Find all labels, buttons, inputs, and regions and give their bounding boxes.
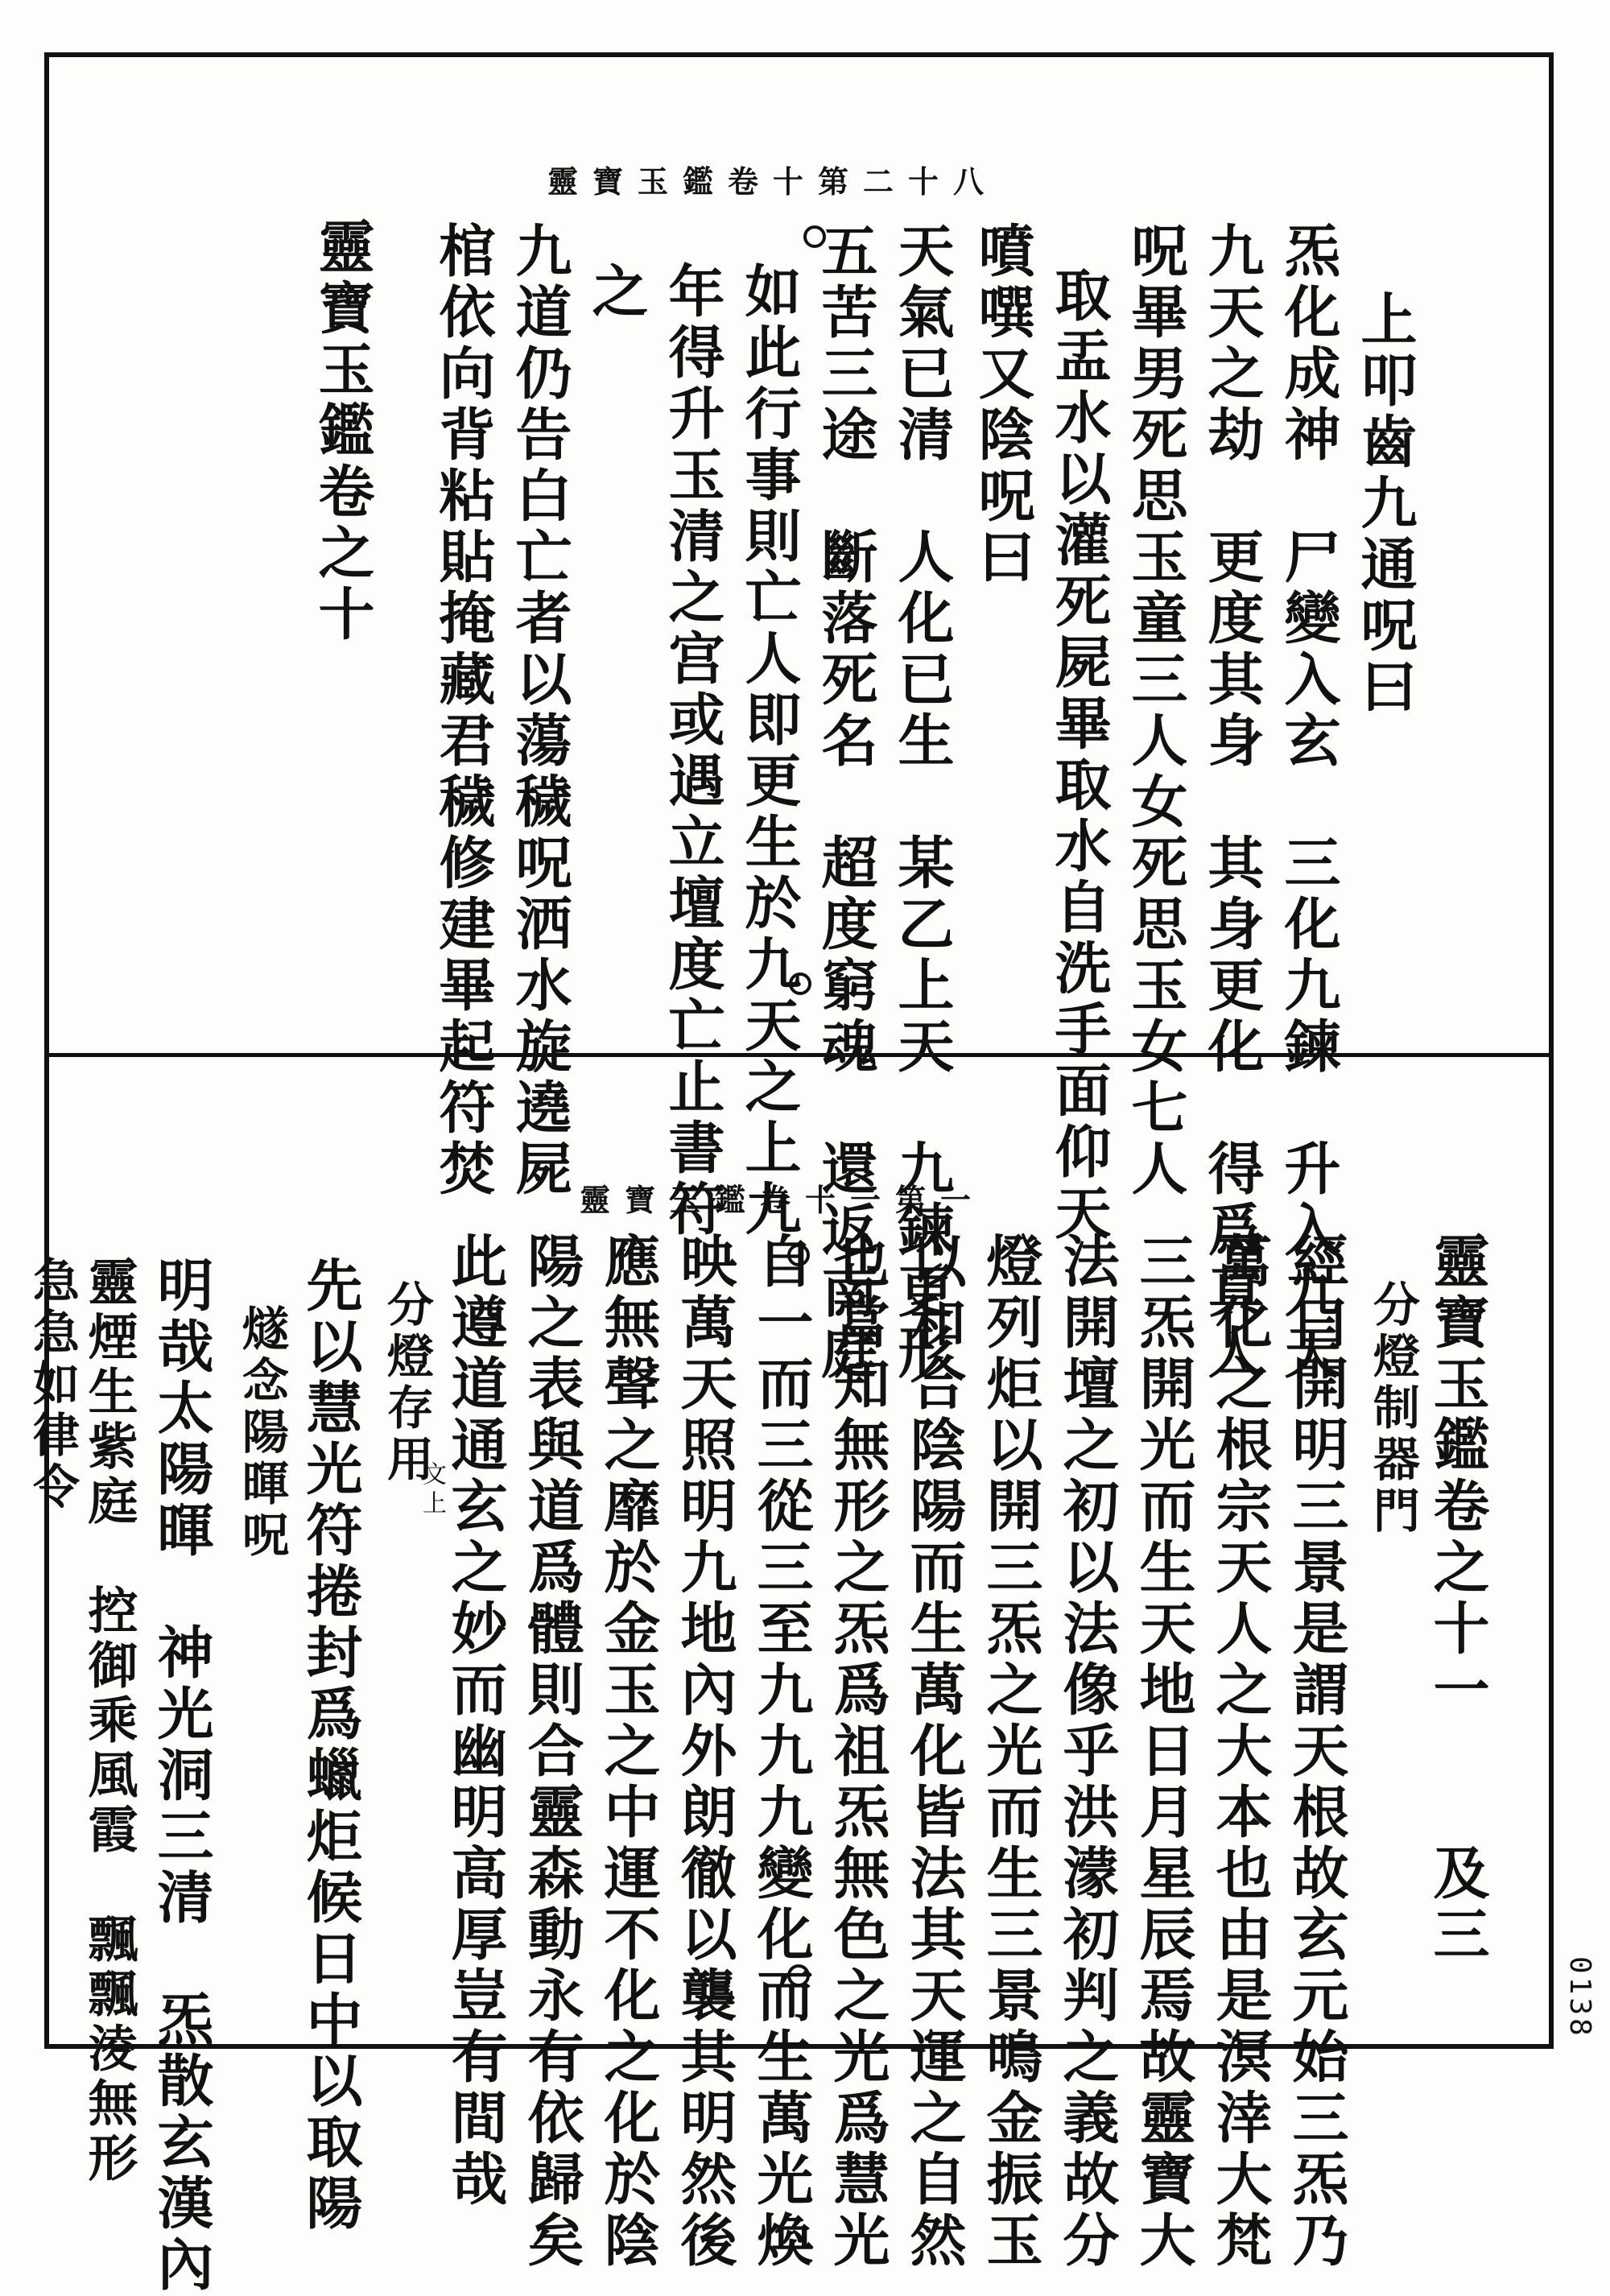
bottom-col-18: 明哉太陽暉 神光洞三清 炁散玄漢內 xyxy=(148,1256,215,2296)
top-col-5: 取盂水以灌死屍畢取水自洗手面仰天 xyxy=(1046,266,1113,1245)
top-col-7: 噴噀又陰呪曰 xyxy=(969,221,1036,588)
bottom-col-9: 也當知無形之炁爲祖炁無色之光爲慧光 xyxy=(824,1232,891,2272)
top-col-9: 五苦三途 斷落死名 超度窮魂 還返南庭 xyxy=(812,221,879,1384)
top-col-28: 棺依向背粘貼掩藏君穢修建畢起符焚 xyxy=(430,221,497,1200)
circle-mark xyxy=(803,225,826,248)
bottom-col-19: 靈煙生紫庭 控御乘風霞 飄飄淩無形 xyxy=(80,1256,138,2187)
top-col-4: 呪畢男死思玉童三人女死思玉女七人 xyxy=(1122,221,1189,1200)
top-col-11: 年得升玉清之宫或遇立壇度亡止書符 xyxy=(659,262,726,1241)
bottom-panel-header: 靈寶玉鑑卷十一第一 xyxy=(580,1182,986,1218)
bottom-col-5: 三炁開光而生天地日月星辰焉故靈寶大 xyxy=(1130,1232,1197,2272)
bottom-col-2: 分燈制器門 xyxy=(1365,1280,1420,1538)
top-col-10: 如此行事則亡人即更生於九天之上九 xyxy=(736,262,803,1241)
top-col-27: 九道仍告白亡者以蕩穢呪洒水旋遶屍 xyxy=(506,221,573,1200)
bottom-col-20: 急急如律令 xyxy=(25,1256,80,1513)
bottom-col-1: 靈寶玉鑑卷之十一 及三 xyxy=(1424,1232,1491,1966)
circle-mark xyxy=(787,1244,810,1266)
top-col-1: 上叩齒九通呪曰 xyxy=(1352,290,1418,718)
top-col-3: 九天之劫 更度其身 其身更化 得爲真人 xyxy=(1199,221,1265,1384)
bottom-col-14: 此遵道通玄之妙而幽明高厚豈有間哉 xyxy=(442,1232,509,2211)
top-col-8: 天氣已清 人化已生 某乙上天 九鍊更形 xyxy=(889,221,956,1384)
bottom-col-16: 先以慧光符捲封爲蠟炬候日中以取陽 xyxy=(297,1256,364,2235)
bottom-col-7: 燈列炬以開三炁之光而生三景鳴金振玉 xyxy=(977,1232,1044,2272)
circle-mark xyxy=(787,1964,810,1987)
bottom-col-6: 法開壇之初以法像乎洪濛初判之義故分 xyxy=(1054,1232,1121,2272)
top-col-12: 之 xyxy=(583,262,650,323)
circle-mark xyxy=(789,972,811,995)
page-number: 0138 xyxy=(1563,1956,1596,2039)
bottom-col-12: 應無聲之靡於金玉之中運不化之化於陰 xyxy=(595,1232,662,2272)
small-note: 文上 xyxy=(418,1461,446,1519)
bottom-col-11: 映萬天照明九地內外朗徹以襲其明然後 xyxy=(671,1232,738,2272)
volume-end-title: 靈寶玉鑑卷之十 xyxy=(309,217,376,646)
bottom-col-8: 以和合陰陽而生萬化皆法其天運之自然 xyxy=(901,1232,968,2272)
bottom-col-3: 經曰開明三景是謂天根故玄元始三炁乃 xyxy=(1283,1232,1350,2272)
bottom-col-15: 分燈存用 xyxy=(379,1280,434,1486)
bottom-col-4: 萬化之根宗天人之大本也由是溟涬大梵 xyxy=(1207,1232,1274,2272)
top-col-2: 炁化成神 尸變入玄 三化九鍊 升入九天 xyxy=(1275,221,1342,1384)
bottom-col-10: 自一而三從三至九九九變化而生萬光煥 xyxy=(748,1232,815,2272)
top-panel-header: 靈寶玉鑑卷十第二十八 xyxy=(547,163,999,200)
bottom-col-17: 燧念陽暉呪 xyxy=(234,1304,289,1562)
bottom-col-13: 陽之表與道爲體則合靈森動永有依歸矣 xyxy=(518,1232,585,2272)
